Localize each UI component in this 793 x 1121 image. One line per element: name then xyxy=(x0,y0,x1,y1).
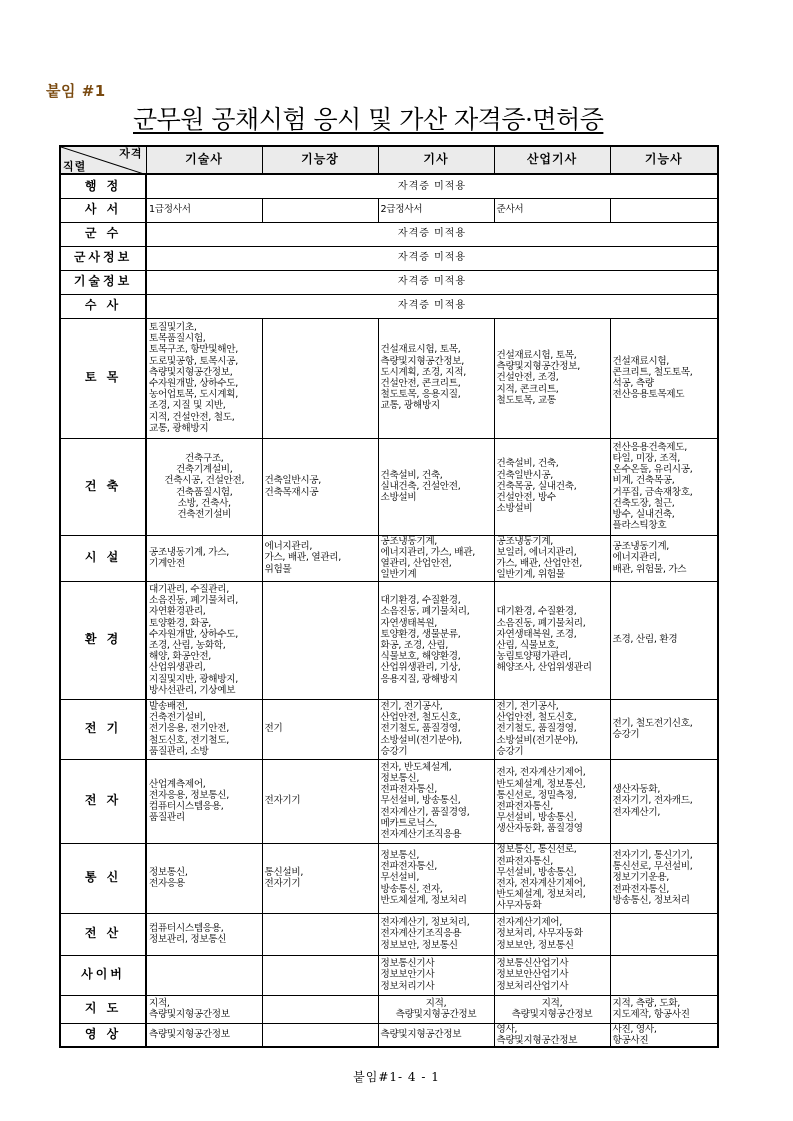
not-applicable-cell: 자격증 미적용 xyxy=(146,270,718,294)
certificate-cell: 정보통신기사 정보보안기사 정보처리기사 xyxy=(378,955,494,995)
header-cell: 산업기사 xyxy=(494,146,610,174)
attachment-label: 붙임 #1 xyxy=(46,82,106,100)
certificate-cell xyxy=(146,955,262,995)
table-row xyxy=(60,246,718,270)
certificate-cell: 공조냉동기계, 에너지관리, 가스, 배관, 열관리, 산업안전, 일반기계 xyxy=(378,535,494,581)
certificate-cell: 2급정사서 xyxy=(378,198,494,222)
certificate-cell xyxy=(610,198,718,222)
table-row xyxy=(60,222,718,246)
certificate-cell: 정보통신, 전자응용 xyxy=(146,843,262,913)
certificate-cell: 지적, 측량및지형공간정보 xyxy=(378,995,494,1023)
certificate-cell: 에너지관리, 가스, 배관, 열관리, 위험물 xyxy=(262,535,378,581)
certificate-cell xyxy=(262,1023,378,1047)
not-applicable-cell: 자격증 미적용 xyxy=(146,174,718,198)
certificate-cell: 1급정사서 xyxy=(146,198,262,222)
row-heading: 수 사 xyxy=(60,294,146,318)
certificate-cell: 전자기기 xyxy=(262,759,378,843)
certificate-cell: 공조냉동기계, 가스, 기계안전 xyxy=(146,535,262,581)
row-heading: 행 정 xyxy=(60,174,146,198)
certificate-cell xyxy=(610,955,718,995)
table-row xyxy=(60,843,718,913)
row-heading: 사이버 xyxy=(60,955,146,995)
row-heading: 통 신 xyxy=(60,843,146,913)
certificate-cell: 공조냉동기계, 보일러, 에너지관리, 가스, 배관, 산업안전, 일반기계, 위험물 xyxy=(494,535,610,581)
table-row xyxy=(60,535,718,581)
table-row xyxy=(60,318,718,438)
row-heading: 지 도 xyxy=(60,995,146,1023)
certificate-cell: 지적, 측량, 도화, 지도제작, 항공사진 xyxy=(610,995,718,1023)
certificate-cell: 전자, 전자계산기제어, 반도체설계, 정보통신, 통신선로, 정밀측정, 전파전자통신, 무선설비, 방송통신, 생산자동화, 품질경영 xyxy=(494,759,610,843)
certificate-cell: 전기 xyxy=(262,699,378,759)
table-row xyxy=(60,1023,718,1047)
table-row xyxy=(60,438,718,535)
table-row xyxy=(60,174,718,198)
row-heading: 토 목 xyxy=(60,318,146,438)
header-cell: 기능사 xyxy=(610,146,718,174)
certificate-cell: 대기환경, 수질환경, 소음진동, 폐기물처리, 자연생태복원, 조경, 산림, 식물보호, 농림토양평가관리, 해양조사, 산업위생관리 xyxy=(494,581,610,699)
row-heading: 기술정보 xyxy=(60,270,146,294)
certificate-cell xyxy=(262,318,378,438)
row-heading: 전 자 xyxy=(60,759,146,843)
certificate-cell: 준사서 xyxy=(494,198,610,222)
certificate-cell: 건설재료시험, 콘크리트, 철도토목, 석공, 측량 전산응용토목제도 xyxy=(610,318,718,438)
certificate-cell: 전기, 철도전기신호, 승강기 xyxy=(610,699,718,759)
table-row xyxy=(60,270,718,294)
certificate-cell xyxy=(262,198,378,222)
certificate-cell: 건축설비, 건축, 실내건축, 건설안전, 소방설비 xyxy=(378,438,494,535)
table-row xyxy=(60,198,718,222)
certificate-cell: 대기관리, 수질관리, 소음진동, 폐기물처리, 자연환경관리, 토양환경, 화공, 수자원개발, 상하수도, 조경, 산림, 농화학, 해양, 화공안전, 산업위생관리, 지질및지반, 광해방지, 방사선관리, 기상예보 xyxy=(146,581,262,699)
not-applicable-cell: 자격증 미적용 xyxy=(146,222,718,246)
certificate-cell: 정보통신, 전파전자통신, 무선설비, 방송통신, 전자, 반도체설계, 정보처리 xyxy=(378,843,494,913)
certificate-cell: 전자, 반도체설계, 정보통신, 전파전자통신, 무선설비, 방송통신, 전자계산기, 품질경영, 메카트로닉스, 전자계산기조직응용 xyxy=(378,759,494,843)
certificate-cell: 조경, 산림, 환경 xyxy=(610,581,718,699)
table-row xyxy=(60,913,718,955)
certificate-cell: 지적, 측량및지형공간정보 xyxy=(494,995,610,1023)
page-title: 군무원 공채시험 응시 및 가산 자격증·면허증 xyxy=(133,105,604,134)
certificate-cell: 건축구조, 건축기계설비, 건축시공, 건설안전, 건축품질시험, 소방, 건축사, 건축전기설비 xyxy=(146,438,262,535)
not-applicable-cell: 자격증 미적용 xyxy=(146,246,718,270)
header-cell: 기능장 xyxy=(262,146,378,174)
page-footer: 붙임#1- 4 - 1 xyxy=(353,1070,440,1084)
certificate-cell xyxy=(610,913,718,955)
certificate-cell xyxy=(262,955,378,995)
certificate-cell: 측량및지형공간정보 xyxy=(146,1023,262,1047)
certificate-cell: 건설재료시험, 토목, 측량및지형공간정보, 도시계획, 조경, 지적, 건설안전, 콘크리트, 철도토목, 응용지질, 교통, 광해방지 xyxy=(378,318,494,438)
header-cell: 기술사 xyxy=(146,146,262,174)
certificate-cell: 건축일반시공, 건축목재시공 xyxy=(262,438,378,535)
row-heading: 시 설 xyxy=(60,535,146,581)
certificate-cell: 생산자동화, 전자기기, 전자캐드, 전자계산기, xyxy=(610,759,718,843)
certificate-cell: 전기, 전기공사, 산업안전, 철도신호, 전기철도, 품질경영, 소방설비(전기분야), 승강기 xyxy=(494,699,610,759)
not-applicable-cell: 자격증 미적용 xyxy=(146,294,718,318)
row-heading: 사 서 xyxy=(60,198,146,222)
table-row xyxy=(60,955,718,995)
corner-cell xyxy=(60,146,146,174)
certificate-cell: 정보통신산업기사 정보보안산업기사 정보처리산업기사 xyxy=(494,955,610,995)
header-row xyxy=(60,146,718,174)
certificate-cell: 정보통신, 통신선로, 전파전자통신, 무선설비, 방송통신, 전자, 전자계산기제어, 반도체설계, 정보처리, 사무자동화 xyxy=(494,843,610,913)
header-cell: 기사 xyxy=(378,146,494,174)
table-row xyxy=(60,759,718,843)
row-heading: 전 기 xyxy=(60,699,146,759)
certificate-table xyxy=(59,145,719,1048)
certificate-cell: 발송배전, 건축전기설비, 전기응용, 전기안전, 철도신호, 전기철도, 품질관리, 소방 xyxy=(146,699,262,759)
table-row xyxy=(60,995,718,1023)
table-row xyxy=(60,699,718,759)
certificate-cell: 건축설비, 건축, 건축일반시공, 건축목공, 실내건축, 건설안전, 방수 소방설비 xyxy=(494,438,610,535)
certificate-cell: 측량및지형공간정보 xyxy=(378,1023,494,1047)
row-heading: 건 축 xyxy=(60,438,146,535)
certificate-cell: 영사, 측량및지형공간정보 xyxy=(494,1023,610,1047)
certificate-cell xyxy=(262,581,378,699)
certificate-cell: 통신설비, 전자기기 xyxy=(262,843,378,913)
certificate-cell: 공조냉동기계, 에너지관리, 배관, 위험물, 가스 xyxy=(610,535,718,581)
row-heading: 영 상 xyxy=(60,1023,146,1047)
certificate-cell: 전자계산기, 정보처리, 전자계산기조직응용 정보보안, 정보통신 xyxy=(378,913,494,955)
table-row xyxy=(60,581,718,699)
row-heading: 군사정보 xyxy=(60,246,146,270)
certificate-cell xyxy=(262,913,378,955)
certificate-cell: 전자기기, 통신기기, 통신선로, 무선설비, 정보기기운용, 전파전자통신, 방송통신, 정보처리 xyxy=(610,843,718,913)
certificate-cell: 토질및기초, 토목품질시험, 토목구조, 항만및해안, 도로및공항, 토목시공, 측량및지형공간정보, 수자원개발, 상하수도, 농어업토목, 도시계획, 조경, 지질 및 지반, 지적, 건설안전, 철도, 교통, 광해방지 xyxy=(146,318,262,438)
certificate-cell: 건설재료시험, 토목, 측량및지형공간정보, 건설안전, 조경, 지적, 콘크리트, 철도토목, 교통 xyxy=(494,318,610,438)
table-row xyxy=(60,294,718,318)
corner-label-series: 직렬 xyxy=(63,159,87,173)
row-heading: 환 경 xyxy=(60,581,146,699)
certificate-cell xyxy=(262,995,378,1023)
certificate-cell: 전산응용건축제도, 타일, 미장, 조적, 온수온돌, 유리시공, 비계, 건축목공, 거푸집, 금속재창호, 건축도장, 철근, 방수, 실내건축, 플라스틱창호 xyxy=(610,438,718,535)
certificate-cell: 컴퓨터시스템응용, 정보관리, 정보통신 xyxy=(146,913,262,955)
certificate-cell: 전자계산기제어, 정보처리, 사무자동화 정보보안, 정보통신 xyxy=(494,913,610,955)
row-heading: 군 수 xyxy=(60,222,146,246)
certificate-cell: 산업계측제어, 전자응용, 정보통신, 컴퓨터시스템응용, 품질관리 xyxy=(146,759,262,843)
certificate-cell: 대기환경, 수질환경, 소음진동, 폐기물처리, 자연생태복원, 토양환경, 생물분류, 화공, 조경, 산림, 식물보호, 해양환경, 산업위생관리, 기상, 응용지질, 광해방지 xyxy=(378,581,494,699)
certificate-cell: 사진, 영사, 항공사진 xyxy=(610,1023,718,1047)
certificate-cell: 지적, 측량및지형공간정보 xyxy=(146,995,262,1023)
corner-label-qualification: 자격 xyxy=(119,147,143,160)
row-heading: 전 산 xyxy=(60,913,146,955)
certificate-cell: 전기, 전기공사, 산업안전, 철도신호, 전기철도, 품질경영, 소방설비(전기분야), 승강기 xyxy=(378,699,494,759)
